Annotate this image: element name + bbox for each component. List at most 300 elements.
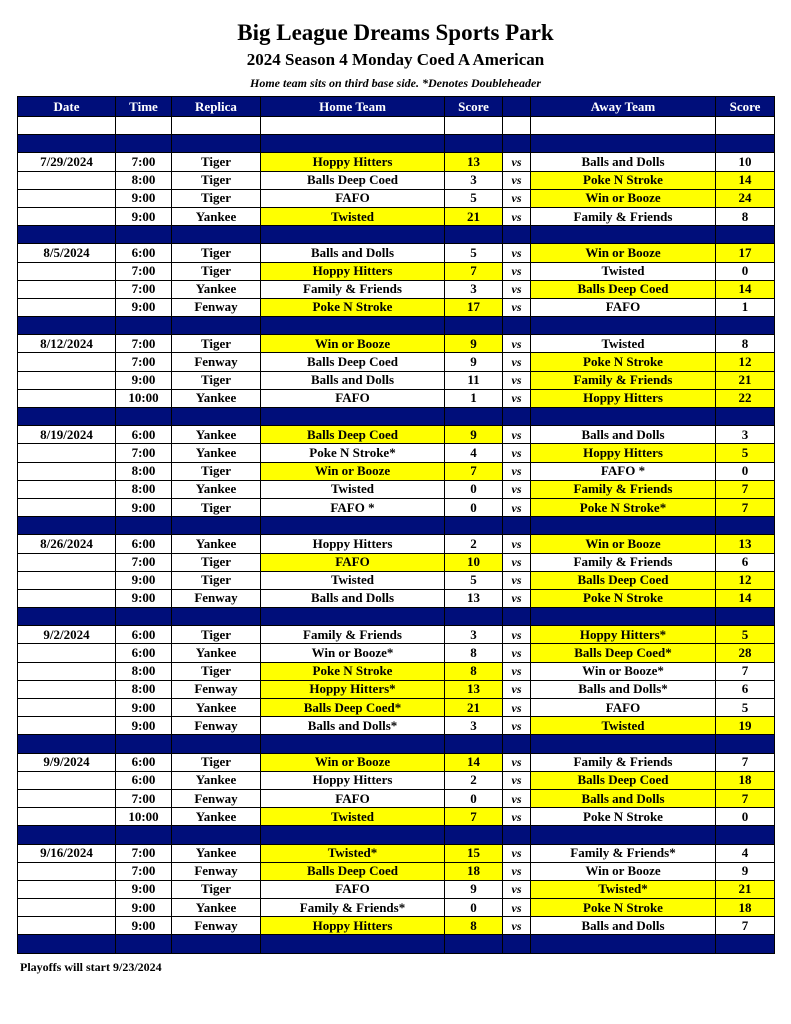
away-score-cell: 24 — [716, 189, 775, 207]
away-team-cell: Balls and Dolls — [531, 153, 716, 171]
date-cell — [18, 880, 116, 898]
away-team-cell: Family & Friends — [531, 553, 716, 571]
home-team-cell: Win or Booze — [261, 462, 445, 480]
replica-cell: Yankee — [172, 699, 261, 717]
replica-cell: Yankee — [172, 808, 261, 826]
away-score-cell: 7 — [716, 662, 775, 680]
replica-cell: Yankee — [172, 844, 261, 862]
away-team-cell: Family & Friends — [531, 753, 716, 771]
date-cell: 9/16/2024 — [18, 844, 116, 862]
col-header-replica: Replica — [172, 97, 261, 117]
home-score-cell: 9 — [445, 426, 503, 444]
home-score-cell: 4 — [445, 444, 503, 462]
separator-cell — [18, 935, 116, 953]
week-separator-row — [18, 317, 775, 335]
separator-cell — [18, 226, 116, 244]
away-team-cell: Win or Booze* — [531, 662, 716, 680]
home-team-cell: FAFO * — [261, 498, 445, 516]
replica-cell: Yankee — [172, 771, 261, 789]
replica-cell: Yankee — [172, 899, 261, 917]
home-team-cell: Family & Friends — [261, 280, 445, 298]
time-cell: 9:00 — [116, 589, 172, 607]
game-row — [18, 753, 775, 771]
separator-cell — [531, 226, 716, 244]
separator-cell — [531, 608, 716, 626]
date-cell: 9/2/2024 — [18, 626, 116, 644]
date-cell — [18, 389, 116, 407]
away-team-cell: Win or Booze — [531, 862, 716, 880]
away-score-cell: 7 — [716, 753, 775, 771]
page-title: Big League Dreams Sports Park — [237, 20, 554, 45]
separator-cell — [445, 517, 503, 535]
col-header-time: Time — [116, 97, 172, 117]
separator-cell — [445, 317, 503, 335]
game-row — [18, 480, 775, 498]
vs-cell: vs — [503, 335, 531, 353]
away-team-cell: Twisted* — [531, 880, 716, 898]
away-team-cell: Poke N Stroke — [531, 899, 716, 917]
game-row — [18, 862, 775, 880]
replica-cell: Tiger — [172, 189, 261, 207]
home-score-cell: 7 — [445, 262, 503, 280]
away-team-cell: Family & Friends* — [531, 844, 716, 862]
date-cell — [18, 571, 116, 589]
date-cell: 9/9/2024 — [18, 753, 116, 771]
date-cell — [18, 899, 116, 917]
away-team-cell: Hoppy Hitters — [531, 444, 716, 462]
replica-cell: Yankee — [172, 480, 261, 498]
away-score-cell: 4 — [716, 844, 775, 862]
replica-cell: Fenway — [172, 589, 261, 607]
home-team-cell: Balls and Dolls* — [261, 717, 445, 735]
vs-cell: vs — [503, 189, 531, 207]
home-score-cell: 13 — [445, 680, 503, 698]
home-team-cell: Win or Booze — [261, 753, 445, 771]
home-team-cell: Hoppy Hitters — [261, 771, 445, 789]
separator-cell — [531, 317, 716, 335]
away-team-cell: Balls and Dolls — [531, 789, 716, 807]
game-row — [18, 389, 775, 407]
separator-cell — [172, 826, 261, 844]
replica-cell: Tiger — [172, 571, 261, 589]
away-score-cell: 17 — [716, 244, 775, 262]
separator-cell — [531, 408, 716, 426]
away-team-cell: Family & Friends — [531, 207, 716, 225]
vs-cell: vs — [503, 571, 531, 589]
game-row — [18, 844, 775, 862]
away-team-cell: Balls Deep Coed — [531, 280, 716, 298]
separator-cell — [716, 935, 775, 953]
col-header-vs — [503, 97, 531, 117]
time-cell: 7:00 — [116, 280, 172, 298]
time-cell: 10:00 — [116, 389, 172, 407]
separator-cell — [116, 517, 172, 535]
separator-cell — [503, 735, 531, 753]
home-team-cell: Hoppy Hitters — [261, 917, 445, 935]
home-team-cell: Balls Deep Coed* — [261, 699, 445, 717]
replica-cell: Tiger — [172, 335, 261, 353]
away-score-cell: 14 — [716, 589, 775, 607]
home-team-cell: Family & Friends* — [261, 899, 445, 917]
replica-cell: Fenway — [172, 789, 261, 807]
away-team-cell: Balls and Dolls* — [531, 680, 716, 698]
home-score-cell: 9 — [445, 880, 503, 898]
away-score-cell: 22 — [716, 389, 775, 407]
away-score-cell: 5 — [716, 444, 775, 462]
date-cell — [18, 480, 116, 498]
vs-cell: vs — [503, 371, 531, 389]
time-cell: 6:00 — [116, 771, 172, 789]
separator-cell — [503, 826, 531, 844]
home-score-cell: 2 — [445, 771, 503, 789]
separator-cell — [503, 517, 531, 535]
week-separator-row — [18, 735, 775, 753]
away-team-cell: Balls Deep Coed* — [531, 644, 716, 662]
vs-cell: vs — [503, 298, 531, 316]
home-score-cell: 8 — [445, 644, 503, 662]
header-row — [18, 97, 775, 117]
separator-cell — [716, 317, 775, 335]
separator-cell — [116, 226, 172, 244]
away-team-cell: Twisted — [531, 717, 716, 735]
replica-cell: Tiger — [172, 880, 261, 898]
home-score-cell: 3 — [445, 717, 503, 735]
time-cell: 9:00 — [116, 699, 172, 717]
replica-cell: Tiger — [172, 462, 261, 480]
replica-cell: Tiger — [172, 553, 261, 571]
home-team-cell: Win or Booze* — [261, 644, 445, 662]
vs-cell: vs — [503, 280, 531, 298]
replica-cell: Fenway — [172, 917, 261, 935]
separator-cell — [503, 408, 531, 426]
time-cell: 7:00 — [116, 153, 172, 171]
separator-cell — [116, 408, 172, 426]
separator-cell — [261, 826, 445, 844]
week-separator-row — [18, 608, 775, 626]
away-team-cell: Poke N Stroke — [531, 171, 716, 189]
separator-cell — [445, 608, 503, 626]
separator-cell — [116, 317, 172, 335]
away-score-cell: 14 — [716, 280, 775, 298]
vs-cell: vs — [503, 808, 531, 826]
home-team-cell: Win or Booze — [261, 335, 445, 353]
separator-cell — [18, 735, 116, 753]
date-cell: 8/19/2024 — [18, 426, 116, 444]
home-score-cell: 2 — [445, 535, 503, 553]
separator-cell — [18, 408, 116, 426]
game-row — [18, 171, 775, 189]
separator-cell — [116, 735, 172, 753]
away-score-cell: 13 — [716, 535, 775, 553]
col-header-home-team: Home Team — [261, 97, 445, 117]
separator-cell — [445, 826, 503, 844]
home-team-cell: Twisted — [261, 480, 445, 498]
time-cell: 6:00 — [116, 644, 172, 662]
vs-cell: vs — [503, 535, 531, 553]
time-cell: 9:00 — [116, 880, 172, 898]
week-separator-row — [18, 935, 775, 953]
time-cell: 6:00 — [116, 244, 172, 262]
away-team-cell: Balls and Dolls — [531, 426, 716, 444]
time-cell: 8:00 — [116, 662, 172, 680]
game-row — [18, 262, 775, 280]
vs-cell: vs — [503, 699, 531, 717]
replica-cell: Tiger — [172, 171, 261, 189]
replica-cell: Tiger — [172, 626, 261, 644]
separator-cell — [716, 517, 775, 535]
separator-cell — [716, 226, 775, 244]
date-cell: 8/5/2024 — [18, 244, 116, 262]
separator-cell — [716, 408, 775, 426]
separator-cell — [503, 317, 531, 335]
away-score-cell: 5 — [716, 699, 775, 717]
time-cell: 8:00 — [116, 480, 172, 498]
vs-cell: vs — [503, 862, 531, 880]
vs-cell: vs — [503, 589, 531, 607]
home-team-cell: Poke N Stroke — [261, 298, 445, 316]
replica-cell: Tiger — [172, 498, 261, 516]
vs-cell: vs — [503, 462, 531, 480]
home-score-cell: 7 — [445, 808, 503, 826]
col-header-away-team: Away Team — [531, 97, 716, 117]
separator-cell — [716, 135, 775, 153]
date-cell — [18, 662, 116, 680]
time-cell: 7:00 — [116, 862, 172, 880]
game-row — [18, 462, 775, 480]
time-cell: 7:00 — [116, 844, 172, 862]
home-score-cell: 5 — [445, 571, 503, 589]
separator-cell — [18, 608, 116, 626]
separator-cell — [261, 517, 445, 535]
home-score-cell: 9 — [445, 335, 503, 353]
vs-cell: vs — [503, 662, 531, 680]
home-score-cell: 3 — [445, 171, 503, 189]
home-team-cell: Balls and Dolls — [261, 244, 445, 262]
away-score-cell: 0 — [716, 262, 775, 280]
home-team-cell: FAFO — [261, 789, 445, 807]
date-cell — [18, 462, 116, 480]
time-cell: 7:00 — [116, 553, 172, 571]
time-cell: 9:00 — [116, 207, 172, 225]
date-cell — [18, 917, 116, 935]
home-score-cell: 5 — [445, 244, 503, 262]
col-header-date: Date — [18, 97, 116, 117]
away-score-cell: 0 — [716, 462, 775, 480]
separator-cell — [18, 317, 116, 335]
vs-cell: vs — [503, 480, 531, 498]
game-row — [18, 899, 775, 917]
separator-cell — [261, 608, 445, 626]
separator-cell — [531, 135, 716, 153]
date-cell — [18, 371, 116, 389]
separator-cell — [116, 935, 172, 953]
separator-cell — [531, 517, 716, 535]
date-cell — [18, 498, 116, 516]
home-score-cell: 3 — [445, 280, 503, 298]
separator-cell — [172, 135, 261, 153]
blank-row — [18, 117, 775, 135]
separator-cell — [503, 608, 531, 626]
vs-cell: vs — [503, 553, 531, 571]
replica-cell: Tiger — [172, 153, 261, 171]
time-cell: 7:00 — [116, 262, 172, 280]
separator-cell — [261, 408, 445, 426]
page-subtitle: 2024 Season 4 Monday Coed A American — [246, 50, 545, 69]
date-cell — [18, 444, 116, 462]
home-team-cell: FAFO — [261, 880, 445, 898]
separator-cell — [531, 826, 716, 844]
date-cell — [18, 808, 116, 826]
schedule-table — [17, 96, 775, 954]
separator-cell — [503, 226, 531, 244]
home-team-cell: Hoppy Hitters* — [261, 680, 445, 698]
time-cell: 8:00 — [116, 462, 172, 480]
replica-cell: Fenway — [172, 353, 261, 371]
time-cell: 7:00 — [116, 353, 172, 371]
away-score-cell: 14 — [716, 171, 775, 189]
away-team-cell: Poke N Stroke — [531, 808, 716, 826]
time-cell: 8:00 — [116, 680, 172, 698]
replica-cell: Tiger — [172, 662, 261, 680]
home-score-cell: 13 — [445, 589, 503, 607]
separator-cell — [531, 935, 716, 953]
vs-cell: vs — [503, 880, 531, 898]
separator-cell — [261, 935, 445, 953]
separator-cell — [172, 517, 261, 535]
time-cell: 6:00 — [116, 753, 172, 771]
replica-cell: Fenway — [172, 717, 261, 735]
separator-cell — [261, 135, 445, 153]
separator-cell — [445, 135, 503, 153]
away-score-cell: 10 — [716, 153, 775, 171]
home-team-cell: Balls Deep Coed — [261, 171, 445, 189]
col-header-home-score: Score — [445, 97, 503, 117]
home-team-cell: Twisted — [261, 207, 445, 225]
time-cell: 6:00 — [116, 535, 172, 553]
separator-cell — [18, 826, 116, 844]
away-team-cell: Hoppy Hitters* — [531, 626, 716, 644]
away-team-cell: FAFO — [531, 699, 716, 717]
date-cell — [18, 280, 116, 298]
vs-cell: vs — [503, 899, 531, 917]
away-team-cell: Poke N Stroke* — [531, 498, 716, 516]
home-score-cell: 14 — [445, 753, 503, 771]
home-team-cell: Balls Deep Coed — [261, 862, 445, 880]
home-score-cell: 10 — [445, 553, 503, 571]
separator-cell — [18, 135, 116, 153]
away-score-cell: 18 — [716, 771, 775, 789]
separator-cell — [503, 935, 531, 953]
away-score-cell: 7 — [716, 789, 775, 807]
home-score-cell: 21 — [445, 207, 503, 225]
replica-cell: Yankee — [172, 444, 261, 462]
away-score-cell: 7 — [716, 480, 775, 498]
date-cell — [18, 789, 116, 807]
vs-cell: vs — [503, 498, 531, 516]
page-note: Home team sits on third base side. *Denotes Doubleheader — [250, 76, 541, 90]
separator-cell — [172, 735, 261, 753]
game-row — [18, 153, 775, 171]
game-row — [18, 789, 775, 807]
game-row — [18, 189, 775, 207]
week-separator-row — [18, 826, 775, 844]
away-score-cell: 18 — [716, 899, 775, 917]
away-team-cell: Poke N Stroke — [531, 353, 716, 371]
away-score-cell: 6 — [716, 680, 775, 698]
date-cell — [18, 717, 116, 735]
away-score-cell: 6 — [716, 553, 775, 571]
separator-cell — [716, 608, 775, 626]
time-cell: 10:00 — [116, 808, 172, 826]
date-cell — [18, 353, 116, 371]
away-team-cell: Win or Booze — [531, 189, 716, 207]
vs-cell: vs — [503, 171, 531, 189]
away-team-cell: Twisted — [531, 262, 716, 280]
away-score-cell: 12 — [716, 353, 775, 371]
away-team-cell: FAFO * — [531, 462, 716, 480]
replica-cell: Yankee — [172, 426, 261, 444]
time-cell: 9:00 — [116, 371, 172, 389]
away-team-cell: Twisted — [531, 335, 716, 353]
time-cell: 6:00 — [116, 626, 172, 644]
replica-cell: Tiger — [172, 753, 261, 771]
away-score-cell: 21 — [716, 371, 775, 389]
game-row — [18, 571, 775, 589]
away-team-cell: Balls Deep Coed — [531, 571, 716, 589]
home-team-cell: Twisted* — [261, 844, 445, 862]
home-team-cell: Balls and Dolls — [261, 589, 445, 607]
separator-cell — [261, 735, 445, 753]
time-cell: 6:00 — [116, 426, 172, 444]
game-row — [18, 662, 775, 680]
replica-cell: Tiger — [172, 244, 261, 262]
date-cell — [18, 862, 116, 880]
home-score-cell: 0 — [445, 480, 503, 498]
time-cell: 7:00 — [116, 444, 172, 462]
replica-cell: Fenway — [172, 862, 261, 880]
date-cell — [18, 207, 116, 225]
away-score-cell: 12 — [716, 571, 775, 589]
away-team-cell: Win or Booze — [531, 244, 716, 262]
away-team-cell: Family & Friends — [531, 371, 716, 389]
home-score-cell: 0 — [445, 899, 503, 917]
home-team-cell: Poke N Stroke* — [261, 444, 445, 462]
away-score-cell: 21 — [716, 880, 775, 898]
separator-cell — [172, 935, 261, 953]
home-score-cell: 8 — [445, 662, 503, 680]
game-row — [18, 553, 775, 571]
date-cell — [18, 189, 116, 207]
game-row — [18, 644, 775, 662]
home-score-cell: 11 — [445, 371, 503, 389]
game-row — [18, 298, 775, 316]
vs-cell: vs — [503, 353, 531, 371]
replica-cell: Yankee — [172, 644, 261, 662]
game-row — [18, 717, 775, 735]
home-score-cell: 9 — [445, 353, 503, 371]
vs-cell: vs — [503, 626, 531, 644]
home-team-cell: Hoppy Hitters — [261, 535, 445, 553]
separator-cell — [172, 226, 261, 244]
home-score-cell: 15 — [445, 844, 503, 862]
vs-cell: vs — [503, 717, 531, 735]
away-team-cell: FAFO — [531, 298, 716, 316]
home-team-cell: Twisted — [261, 571, 445, 589]
vs-cell: vs — [503, 244, 531, 262]
home-team-cell: FAFO — [261, 389, 445, 407]
separator-cell — [18, 517, 116, 535]
separator-cell — [172, 608, 261, 626]
